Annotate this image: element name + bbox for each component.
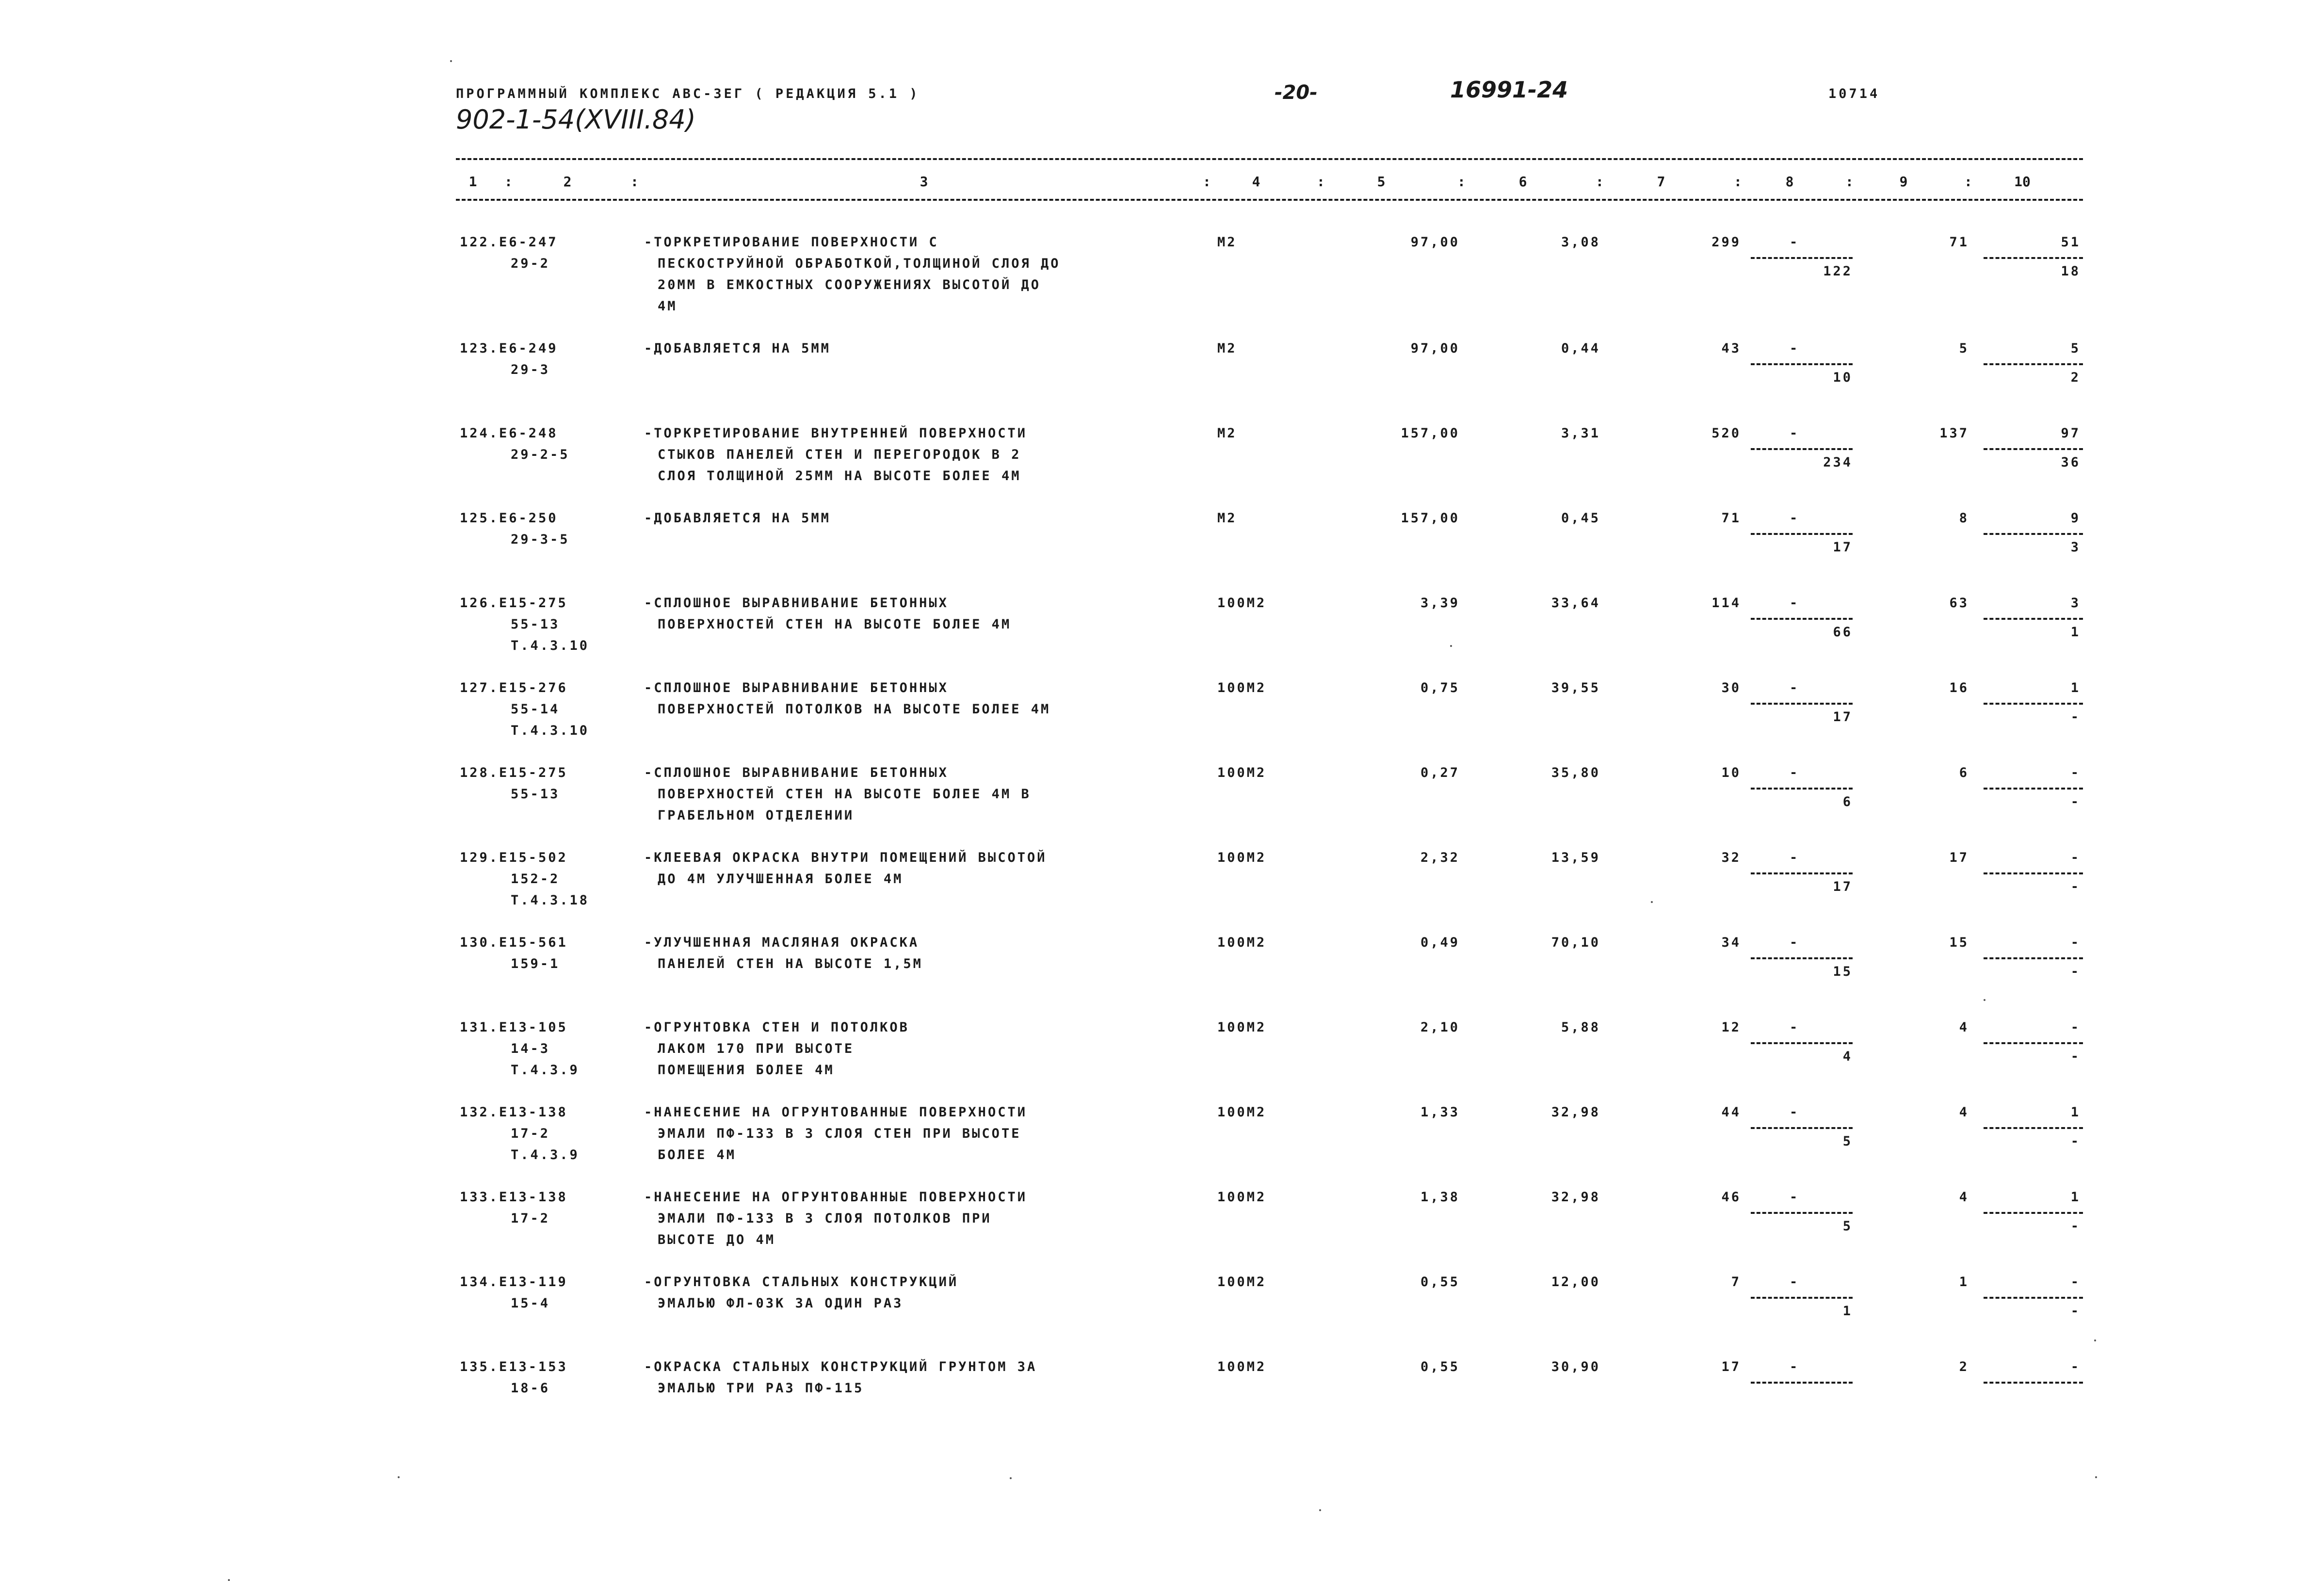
description-line: ПОМЕЩЕНИЯ БОЛЕЕ 4М: [658, 1063, 835, 1078]
row-c8-bottom: 5: [1842, 1219, 1853, 1234]
row-c8-bottom: 17: [1833, 879, 1853, 894]
row-unit: 100М2: [1217, 935, 1267, 950]
row-total: 43: [1721, 341, 1741, 356]
row-description: [644, 508, 831, 529]
code-line: 129.Е15-502: [460, 850, 568, 865]
row-c9: 4: [1959, 1105, 1969, 1120]
row-c10-bottom: -: [2070, 794, 2081, 809]
column-header-7: 7: [1657, 174, 1665, 190]
row-c8-top: -: [1790, 765, 1800, 780]
row-c10-top: 5: [2070, 341, 2081, 356]
row-c10-top: 1: [2070, 1190, 2081, 1205]
row-total: 46: [1721, 1190, 1741, 1205]
column-separator: :: [630, 174, 639, 190]
description-line: ДО 4М УЛУЧШЕННАЯ БОЛЕЕ 4М: [658, 871, 904, 887]
row-c8-top: -: [1790, 1359, 1800, 1374]
description-line: ЭМАЛЬЮ ТРИ РАЗ ПФ-115: [658, 1381, 864, 1396]
row-quantity: 1,38: [1420, 1190, 1460, 1205]
row-c10-rule: [1984, 1382, 2083, 1384]
description-line: ЭМАЛИ ПФ-133 В 3 СЛОЯ ПОТОЛКОВ ПРИ: [658, 1211, 992, 1226]
row-c10-top: -: [2070, 850, 2081, 865]
description-line: ПОВЕРХНОСТЕЙ СТЕН НА ВЫСОТЕ БОЛЕЕ 4М: [658, 617, 1012, 632]
row-c8-top: -: [1790, 1190, 1800, 1205]
row-price: 32,98: [1551, 1105, 1600, 1120]
row-code: [460, 1272, 568, 1314]
row-c9: 2: [1959, 1359, 1969, 1374]
code-line: 152-2: [511, 871, 560, 887]
code-line: 133.Е13-138: [460, 1190, 568, 1205]
row-c8-bottom: 15: [1833, 964, 1853, 979]
column-header-2: 2: [563, 174, 572, 190]
row-quantity: 0,55: [1420, 1359, 1460, 1374]
doc-code: 10714: [1828, 86, 1880, 101]
code-line: 132.Е13-138: [460, 1105, 568, 1120]
code-line: 17-2: [511, 1126, 550, 1141]
row-c10-rule: [1984, 618, 2083, 620]
column-separator: :: [1734, 174, 1742, 190]
row-c10-bottom: 2: [2070, 370, 2081, 385]
row-c10-bottom: -: [2070, 879, 2081, 894]
row-c9: 4: [1959, 1020, 1969, 1035]
row-description: [644, 847, 1047, 890]
description-line: 20ММ В ЕМКОСТНЫХ СООРУЖЕНИЯХ ВЫСОТОЙ ДО: [658, 277, 1041, 292]
row-c10-bottom: 36: [2061, 455, 2081, 470]
row-c8-rule: [1751, 957, 1853, 959]
code-line: Т.4.3.18: [511, 893, 590, 908]
row-unit: М2: [1217, 235, 1237, 250]
column-header-8: 8: [1785, 174, 1794, 190]
code-line: 130.Е15-561: [460, 935, 568, 950]
description-line: -КЛЕЕВАЯ ОКРАСКА ВНУТРИ ПОМЕЩЕНИЙ ВЫСОТОЙ: [644, 850, 1047, 865]
description-line: -НАНЕСЕНИЕ НА ОГРУНТОВАННЫЕ ПОВЕРХНОСТИ: [644, 1190, 1027, 1205]
row-price: 3,08: [1561, 235, 1600, 250]
code-line: 55-13: [511, 787, 560, 802]
row-total: 10: [1721, 765, 1741, 780]
row-c8-bottom: 17: [1833, 710, 1853, 725]
row-description: [644, 1017, 909, 1081]
description-line: СТЫКОВ ПАНЕЛЕЙ СТЕН И ПЕРЕГОРОДОК В 2: [658, 447, 1021, 462]
row-c9: 71: [1949, 235, 1969, 250]
row-c8-bottom: 234: [1823, 455, 1853, 470]
description-line: СЛОЯ ТОЛЩИНОЙ 25ММ НА ВЫСОТЕ БОЛЕЕ 4М: [658, 468, 1021, 484]
row-description: [644, 593, 1011, 635]
code-line: 55-13: [511, 617, 560, 632]
row-c8-rule: [1751, 448, 1853, 450]
code-line: Т.4.3.9: [511, 1063, 580, 1078]
scan-speck: [2094, 1339, 2096, 1341]
row-c10-bottom: -: [2070, 1219, 2081, 1234]
description-line: -ДОБАВЛЯЕТСЯ НА 5ММ: [644, 511, 831, 526]
row-c8-top: -: [1790, 1020, 1800, 1035]
description-line: -СПЛОШНОЕ ВЫРАВНИВАНИЕ БЕТОННЫХ: [644, 680, 949, 695]
code-line: 29-3: [511, 362, 550, 377]
row-c8-top: -: [1790, 511, 1800, 526]
row-c8-bottom: 5: [1842, 1134, 1853, 1149]
row-unit: 100М2: [1217, 765, 1267, 780]
row-total: 12: [1721, 1020, 1741, 1035]
description-line: -ОГРУНТОВКА СТЕН И ПОТОЛКОВ: [644, 1020, 909, 1035]
row-c8-rule: [1751, 788, 1853, 790]
row-c10-top: 51: [2061, 235, 2081, 250]
scan-speck: [228, 1579, 230, 1581]
row-code: [460, 593, 589, 657]
code-line: 125.Е6-250: [460, 511, 558, 526]
description-line: -ТОРКРЕТИРОВАНИЕ ПОВЕРХНОСТИ С: [644, 235, 939, 250]
row-c8-bottom: 6: [1842, 794, 1853, 809]
row-c8-bottom: 122: [1823, 264, 1853, 279]
row-code: [460, 232, 558, 274]
row-c8-top: -: [1790, 426, 1800, 441]
row-c8-bottom: 1: [1842, 1304, 1853, 1319]
row-code: [460, 1102, 580, 1166]
row-c10-bottom: -: [2070, 964, 2081, 979]
doc-number: 16991-24: [1450, 77, 1568, 103]
row-c10-bottom: -: [2070, 1049, 2081, 1064]
row-total: 520: [1711, 426, 1741, 441]
column-separator: :: [504, 174, 513, 190]
row-c8-top: -: [1790, 596, 1800, 611]
description-line: -УЛУЧШЕННАЯ МАСЛЯНАЯ ОКРАСКА: [644, 935, 920, 950]
code-line: 124.Е6-248: [460, 426, 558, 441]
row-c8-top: -: [1790, 1274, 1800, 1290]
code-line: 134.Е13-119: [460, 1274, 568, 1290]
row-c8-rule: [1751, 1042, 1853, 1044]
code-line: 131.Е13-105: [460, 1020, 568, 1035]
row-code: [460, 932, 568, 975]
row-description: [644, 932, 923, 975]
row-c8-rule: [1751, 257, 1853, 259]
description-line: ПЕСКОСТРУЙНОЙ ОБРАБОТКОЙ,ТОЛЩИНОЙ СЛОЯ ДО: [658, 256, 1061, 271]
row-quantity: 97,00: [1410, 235, 1460, 250]
row-total: 34: [1721, 935, 1741, 950]
row-quantity: 1,33: [1420, 1105, 1460, 1120]
description-line: ЭМАЛИ ПФ-133 В 3 СЛОЯ СТЕН ПРИ ВЫСОТЕ: [658, 1126, 1021, 1141]
row-quantity: 0,49: [1420, 935, 1460, 950]
row-c10-top: 1: [2070, 1105, 2081, 1120]
row-code: [460, 1017, 580, 1081]
row-c8-rule: [1751, 618, 1853, 620]
description-line: -НАНЕСЕНИЕ НА ОГРУНТОВАННЫЕ ПОВЕРХНОСТИ: [644, 1105, 1027, 1120]
row-unit: 100М2: [1217, 680, 1267, 695]
code-line: Т.4.3.10: [511, 723, 590, 738]
scan-speck: [1319, 1509, 1321, 1511]
row-c8-bottom: 66: [1833, 625, 1853, 640]
row-c10-rule: [1984, 533, 2083, 535]
row-quantity: 157,00: [1401, 426, 1460, 441]
description-line: ЛАКОМ 170 ПРИ ВЫСОТЕ: [658, 1041, 855, 1056]
row-c10-top: -: [2070, 765, 2081, 780]
row-total: 114: [1711, 596, 1741, 611]
scan-speck: [1651, 901, 1653, 903]
code-line: 128.Е15-275: [460, 765, 568, 780]
code-line: 17-2: [511, 1211, 550, 1226]
row-unit: 100М2: [1217, 1190, 1267, 1205]
code-line: 18-6: [511, 1381, 550, 1396]
row-c8-top: -: [1790, 235, 1800, 250]
header-rule: [456, 199, 2083, 201]
row-total: 7: [1731, 1274, 1741, 1290]
code-line: 29-3-5: [511, 532, 570, 547]
program-header: ПРОГРАММНЫЙ КОМПЛЕКС АВС-ЗЕГ ( РЕДАКЦИЯ 5.1 ): [456, 86, 920, 101]
row-c8-rule: [1751, 533, 1853, 535]
scan-speck: [1984, 999, 1985, 1001]
page-number: -20-: [1275, 81, 1318, 104]
row-description: [644, 338, 831, 359]
row-c10-rule: [1984, 1127, 2083, 1129]
row-price: 33,64: [1551, 596, 1600, 611]
row-c10-bottom: -: [2070, 710, 2081, 725]
code-line: 123.Е6-249: [460, 341, 558, 356]
row-c10-rule: [1984, 448, 2083, 450]
row-c10-rule: [1984, 957, 2083, 959]
row-price: 35,80: [1551, 765, 1600, 780]
description-line: -ОГРУНТОВКА СТАЛЬНЫХ КОНСТРУКЦИЙ: [644, 1274, 959, 1290]
row-description: [644, 1356, 1037, 1399]
row-quantity: 97,00: [1410, 341, 1460, 356]
row-c10-bottom: 1: [2070, 625, 2081, 640]
row-price: 5,88: [1561, 1020, 1600, 1035]
column-separator: :: [1317, 174, 1325, 190]
row-price: 12,00: [1551, 1274, 1600, 1290]
column-header-3: 3: [920, 174, 928, 190]
row-c10-bottom: -: [2070, 1304, 2081, 1319]
row-c8-top: -: [1790, 341, 1800, 356]
row-c8-rule: [1751, 1127, 1853, 1129]
row-c10-rule: [1984, 1042, 2083, 1044]
row-c8-rule: [1751, 1382, 1853, 1384]
row-code: [460, 1356, 568, 1399]
row-c10-top: -: [2070, 1020, 2081, 1035]
row-unit: 100М2: [1217, 850, 1267, 865]
description-line: -ОКРАСКА СТАЛЬНЫХ КОНСТРУКЦИЙ ГРУНТОМ ЗА: [644, 1359, 1037, 1374]
row-c10-bottom: 18: [2061, 264, 2081, 279]
row-c9: 1: [1959, 1274, 1969, 1290]
row-c10-rule: [1984, 363, 2083, 365]
row-description: [644, 678, 1050, 720]
column-separator: :: [1964, 174, 1972, 190]
row-unit: 100М2: [1217, 1359, 1267, 1374]
column-header-4: 4: [1252, 174, 1260, 190]
code-line: 127.Е15-276: [460, 680, 568, 695]
column-header-9: 9: [1899, 174, 1908, 190]
row-code: [460, 508, 570, 550]
row-description: [644, 762, 1031, 826]
row-c8-rule: [1751, 1212, 1853, 1214]
row-description: [644, 423, 1027, 487]
column-separator: :: [1596, 174, 1604, 190]
description-line: ЭМАЛЬЮ ФЛ-03К ЗА ОДИН РАЗ: [658, 1296, 904, 1311]
column-separator: :: [1845, 174, 1854, 190]
scan-speck: [1010, 1477, 1012, 1479]
row-unit: М2: [1217, 426, 1237, 441]
row-quantity: 157,00: [1401, 511, 1460, 526]
row-code: [460, 423, 570, 466]
row-code: [460, 762, 568, 805]
row-price: 39,55: [1551, 680, 1600, 695]
description-line: ПАНЕЛЕЙ СТЕН НА ВЫСОТЕ 1,5М: [658, 956, 923, 971]
row-price: 32,98: [1551, 1190, 1600, 1205]
description-line: ПОВЕРХНОСТЕЙ СТЕН НА ВЫСОТЕ БОЛЕЕ 4М В: [658, 787, 1031, 802]
column-header-1: 1: [468, 174, 477, 190]
top-rule: [456, 158, 2083, 160]
description-line: -СПЛОШНОЕ ВЫРАВНИВАНИЕ БЕТОННЫХ: [644, 596, 949, 611]
row-c9: 15: [1949, 935, 1969, 950]
row-code: [460, 338, 558, 381]
row-code: [460, 847, 589, 911]
row-c8-top: -: [1790, 1105, 1800, 1120]
row-c10-top: 1: [2070, 680, 2081, 695]
row-price: 13,59: [1551, 850, 1600, 865]
project-number: 902-1-54(XVIII.84): [456, 104, 696, 135]
code-line: 15-4: [511, 1296, 550, 1311]
column-separator: :: [1457, 174, 1466, 190]
row-c10-rule: [1984, 257, 2083, 259]
code-line: 29-2: [511, 256, 550, 271]
row-c8-bottom: 4: [1842, 1049, 1853, 1064]
row-c10-rule: [1984, 703, 2083, 705]
row-c9: 17: [1949, 850, 1969, 865]
column-header-5: 5: [1377, 174, 1386, 190]
scan-speck: [398, 1476, 400, 1478]
row-c10-bottom: 3: [2070, 540, 2081, 555]
row-c10-top: -: [2070, 1359, 2081, 1374]
row-c8-top: -: [1790, 935, 1800, 950]
row-description: [644, 232, 1060, 317]
row-c10-top: -: [2070, 935, 2081, 950]
row-c9: 63: [1949, 596, 1969, 611]
row-c10-bottom: -: [2070, 1134, 2081, 1149]
row-c9: 5: [1959, 341, 1969, 356]
row-quantity: 0,27: [1420, 765, 1460, 780]
description-line: ВЫСОТЕ ДО 4М: [658, 1232, 776, 1247]
row-c9: 8: [1959, 511, 1969, 526]
row-c8-rule: [1751, 1297, 1853, 1299]
row-description: [644, 1187, 1027, 1251]
row-unit: М2: [1217, 341, 1237, 356]
row-c8-bottom: 17: [1833, 540, 1853, 555]
row-quantity: 2,32: [1420, 850, 1460, 865]
row-c10-top: 97: [2061, 426, 2081, 441]
row-c10-rule: [1984, 872, 2083, 874]
row-description: [644, 1102, 1027, 1166]
column-header-6: 6: [1518, 174, 1527, 190]
row-c9: 4: [1959, 1190, 1969, 1205]
row-total: 30: [1721, 680, 1741, 695]
row-total: 71: [1721, 511, 1741, 526]
row-price: 30,90: [1551, 1359, 1600, 1374]
code-line: Т.4.3.10: [511, 638, 590, 653]
row-c10-top: 3: [2070, 596, 2081, 611]
row-c8-rule: [1751, 363, 1853, 365]
code-line: 29-2-5: [511, 447, 570, 462]
row-c9: 137: [1939, 426, 1969, 441]
row-c8-rule: [1751, 703, 1853, 705]
row-total: 44: [1721, 1105, 1741, 1120]
scan-speck: [1450, 645, 1452, 647]
code-line: Т.4.3.9: [511, 1147, 580, 1162]
description-line: -ТОРКРЕТИРОВАНИЕ ВНУТРЕННЕЙ ПОВЕРХНОСТИ: [644, 426, 1027, 441]
column-header-10: 10: [2014, 174, 2031, 190]
scan-speck: [450, 60, 452, 62]
row-price: 0,45: [1561, 511, 1600, 526]
row-c9: 16: [1949, 680, 1969, 695]
description-line: БОЛЕЕ 4М: [658, 1147, 737, 1162]
column-separator: :: [1203, 174, 1211, 190]
row-price: 70,10: [1551, 935, 1600, 950]
description-line: 4М: [658, 299, 678, 314]
row-total: 299: [1711, 235, 1741, 250]
row-unit: 100М2: [1217, 1020, 1267, 1035]
scan-speck: [2095, 1476, 2097, 1478]
row-c10-rule: [1984, 788, 2083, 790]
description-line: -ДОБАВЛЯЕТСЯ НА 5ММ: [644, 341, 831, 356]
row-unit: 100М2: [1217, 1274, 1267, 1290]
row-c10-rule: [1984, 1297, 2083, 1299]
row-total: 17: [1721, 1359, 1741, 1374]
row-c10-top: -: [2070, 1274, 2081, 1290]
row-c9: 6: [1959, 765, 1969, 780]
row-c8-top: -: [1790, 680, 1800, 695]
row-price: 0,44: [1561, 341, 1600, 356]
row-price: 3,31: [1561, 426, 1600, 441]
row-unit: 100М2: [1217, 1105, 1267, 1120]
row-c8-rule: [1751, 872, 1853, 874]
code-line: 55-14: [511, 702, 560, 717]
code-line: 14-3: [511, 1041, 550, 1056]
row-code: [460, 678, 589, 742]
description-line: ПОВЕРХНОСТЕЙ ПОТОЛКОВ НА ВЫСОТЕ БОЛЕЕ 4М: [658, 702, 1051, 717]
code-line: 126.Е15-275: [460, 596, 568, 611]
description-line: -СПЛОШНОЕ ВЫРАВНИВАНИЕ БЕТОННЫХ: [644, 765, 949, 780]
code-line: 159-1: [511, 956, 560, 971]
code-line: 122.Е6-247: [460, 235, 558, 250]
row-quantity: 0,75: [1420, 680, 1460, 695]
row-c8-top: -: [1790, 850, 1800, 865]
row-c8-bottom: 10: [1833, 370, 1853, 385]
row-description: [644, 1272, 958, 1314]
row-total: 32: [1721, 850, 1741, 865]
row-quantity: 3,39: [1420, 596, 1460, 611]
row-quantity: 0,55: [1420, 1274, 1460, 1290]
code-line: 135.Е13-153: [460, 1359, 568, 1374]
row-c10-rule: [1984, 1212, 2083, 1214]
row-quantity: 2,10: [1420, 1020, 1460, 1035]
row-c10-top: 9: [2070, 511, 2081, 526]
description-line: ГРАБЕЛЬНОМ ОТДЕЛЕНИИ: [658, 808, 855, 823]
row-unit: 100М2: [1217, 596, 1267, 611]
row-unit: М2: [1217, 511, 1237, 526]
row-code: [460, 1187, 568, 1229]
